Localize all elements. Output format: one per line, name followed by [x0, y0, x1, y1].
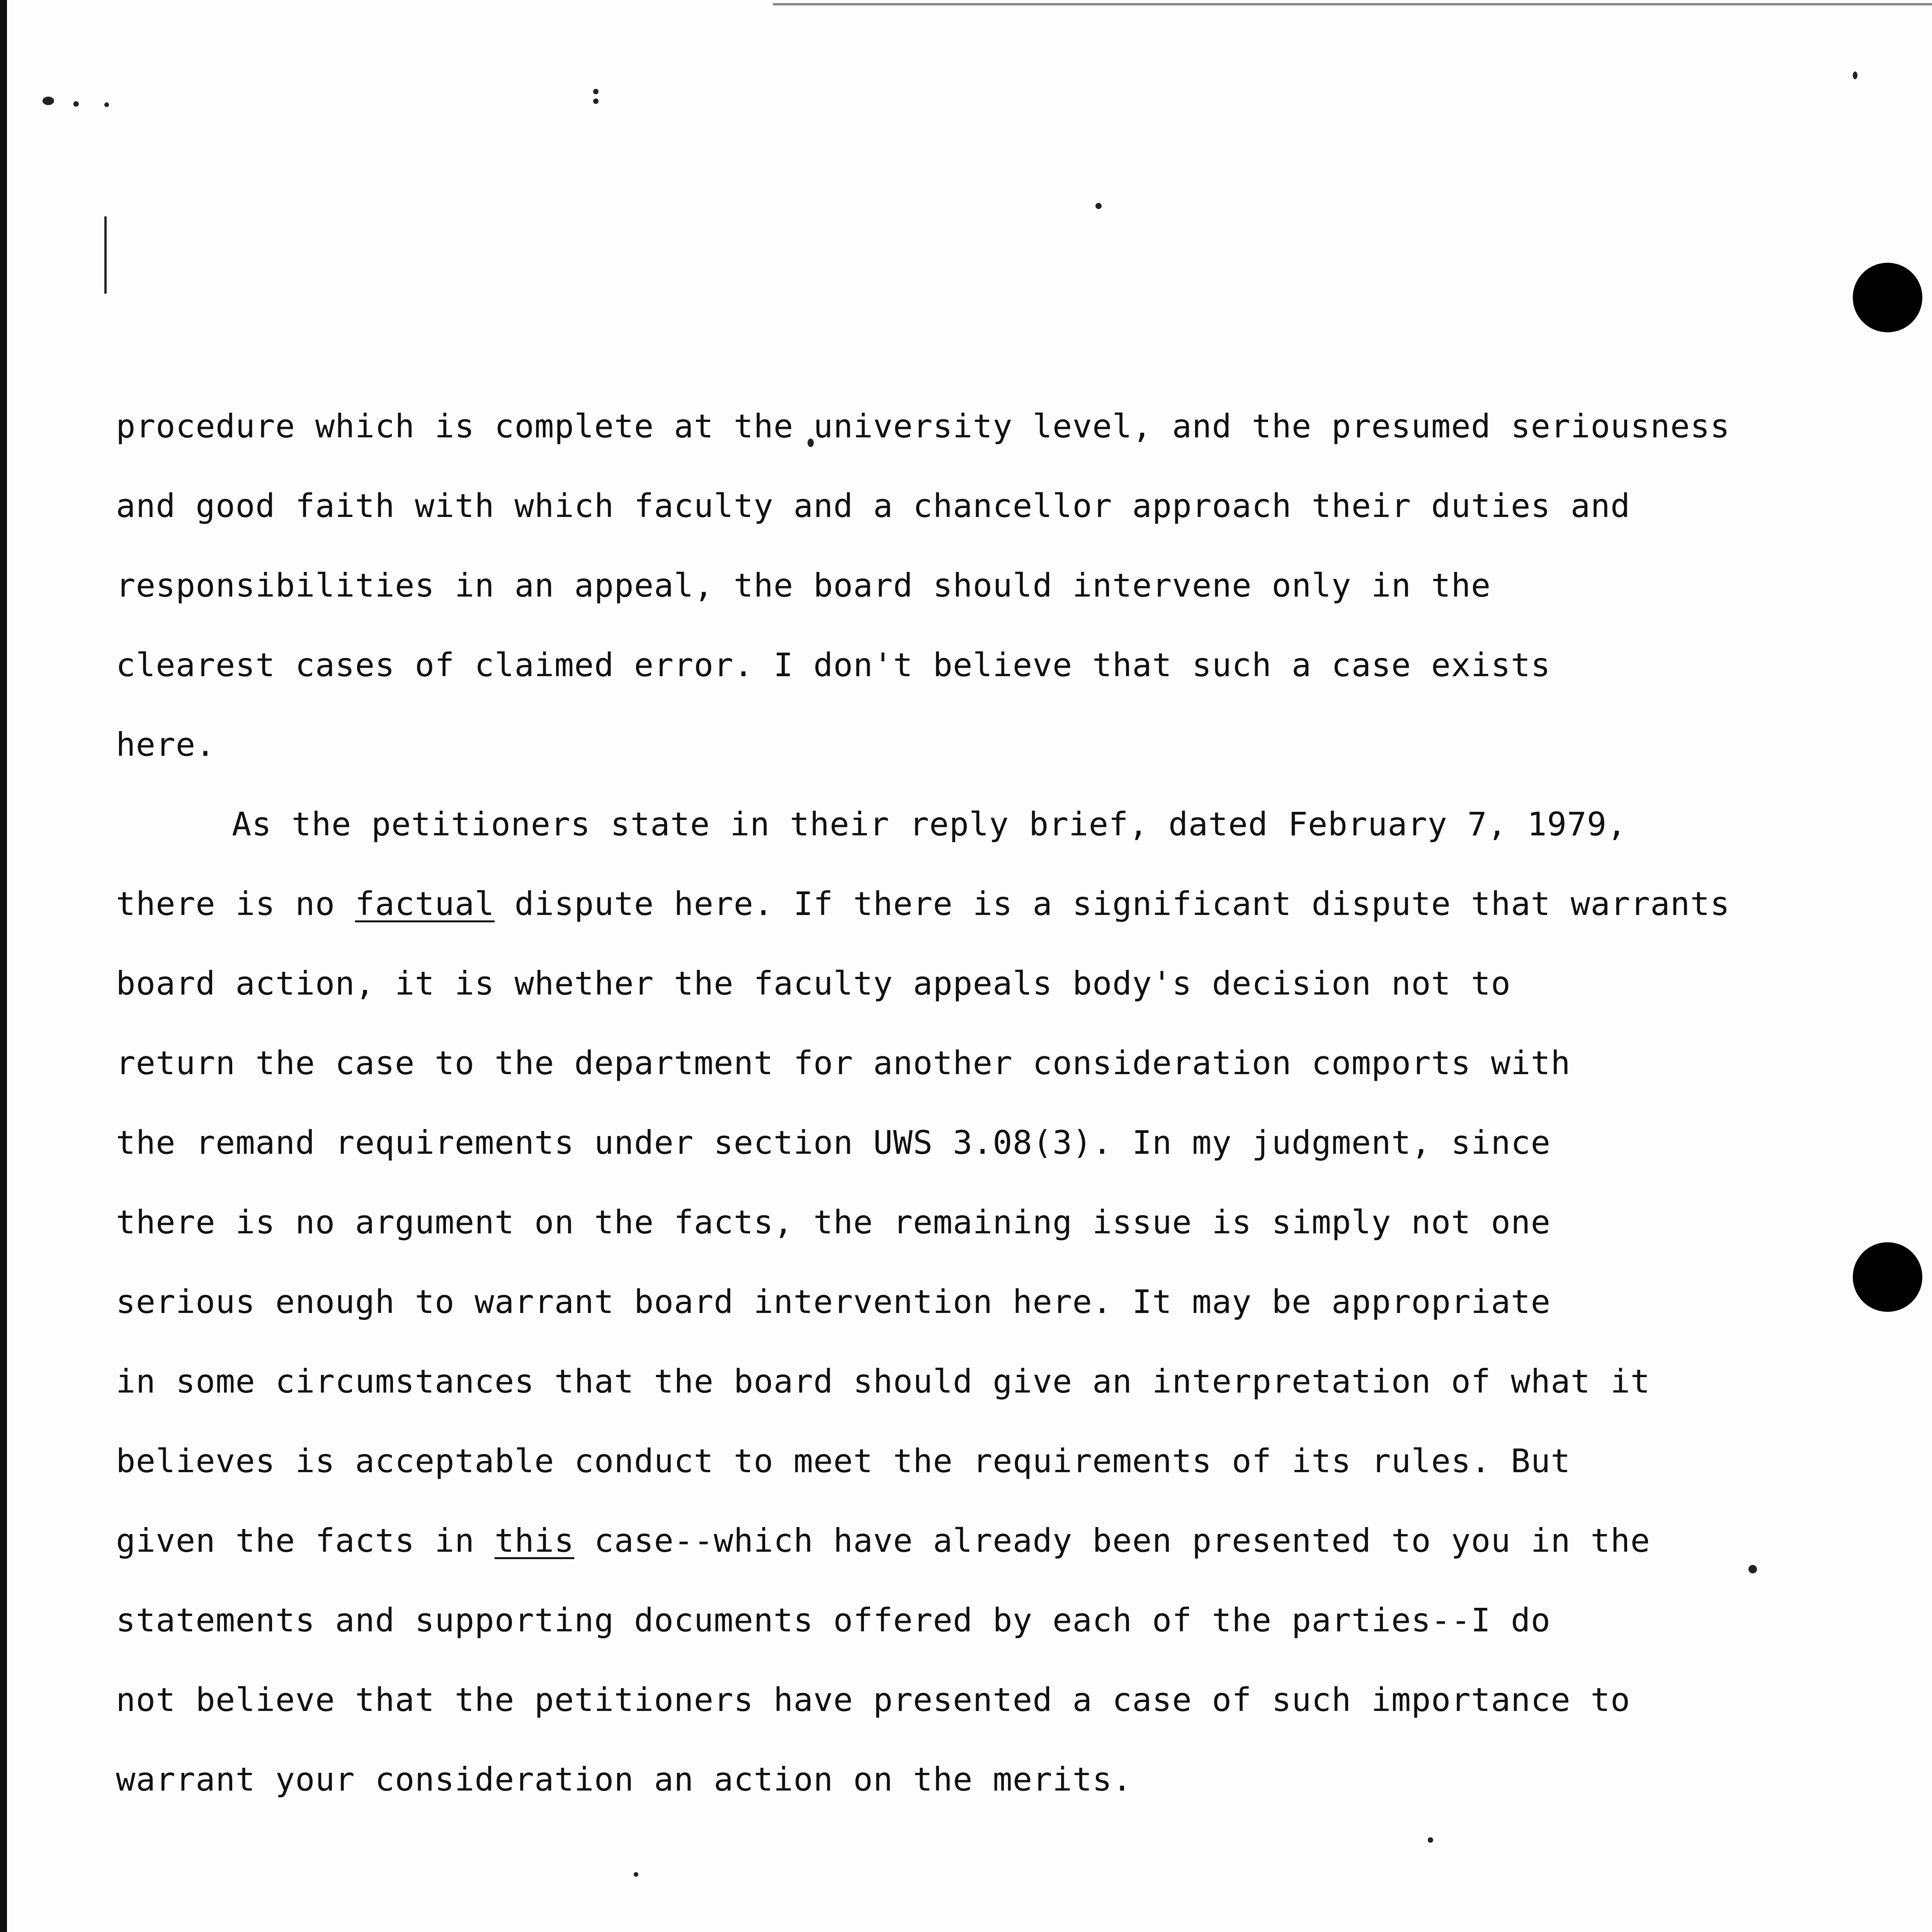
letter-body: [116, 386, 1816, 1819]
paragraph-1: [116, 386, 1816, 784]
scan-speck: [1428, 1837, 1433, 1843]
paragraph-2: [116, 784, 1816, 1819]
text-line: the remand requirements under section UWS 3.08(3). In my judgment, since: [116, 1124, 1551, 1162]
text-line: there is no argument on the facts, the remaining issue is simply not one: [116, 1203, 1551, 1241]
binder-mark: [104, 216, 107, 294]
punch-hole-middle: [1853, 1242, 1922, 1312]
text-line: warrant your consideration an action on the merits.: [116, 1760, 1133, 1798]
text-line: clearest cases of claimed error. I don't believe that such a case exists: [116, 646, 1551, 684]
text-line: here.: [116, 726, 216, 764]
scan-speck: [1095, 203, 1102, 209]
punch-hole-top: [1853, 263, 1922, 332]
scan-left-edge: [0, 0, 7, 1932]
underlined-word: this: [494, 1522, 575, 1560]
text-line: not believe that the petitioners have presented a case of such importance to: [116, 1681, 1631, 1719]
scan-speck: [104, 102, 109, 107]
scan-speck: [593, 89, 599, 94]
scan-speck: [634, 1872, 638, 1877]
text-line: in some circumstances that the board should give an interpretation of what it: [116, 1362, 1651, 1400]
text-line: board action, it is whether the faculty appeals body's decision not to: [116, 964, 1511, 1002]
scan-speck: [593, 99, 599, 104]
text-line: and good faith with which faculty and a chancellor approach their duties and: [116, 487, 1631, 525]
scan-speck: [43, 97, 54, 105]
text-line: procedure which is complete at the university level, and the presumed seriousness: [116, 407, 1730, 445]
text-line: [116, 864, 1816, 944]
text-segment: there is no: [116, 885, 355, 923]
text-segment: case--which have already been presented to you in the: [574, 1522, 1651, 1560]
text-line: responsibilities in an appeal, the board should intervene only in the: [116, 566, 1491, 604]
text-line: [116, 1501, 1816, 1580]
text-segment: dispute here. If there is a significant dispute that warrants: [494, 885, 1730, 923]
text-line: return the case to the department for another consideration comports with: [116, 1044, 1571, 1082]
text-segment: given the facts in: [116, 1522, 495, 1560]
scan-speck: [73, 101, 79, 107]
text-line: believes is acceptable conduct to meet the requirements of its rules. But: [116, 1442, 1571, 1480]
text-line: statements and supporting documents offered by each of the parties--I do: [116, 1601, 1551, 1639]
text-line: serious enough to warrant board intervention here. It may be appropriate: [116, 1283, 1551, 1321]
text-line: As the petitioners state in their reply brief, dated February 7, 1979,: [232, 805, 1627, 843]
underlined-word: factual: [355, 885, 495, 923]
scan-speck: [1853, 71, 1857, 79]
scan-top-rule: [773, 3, 1932, 5]
